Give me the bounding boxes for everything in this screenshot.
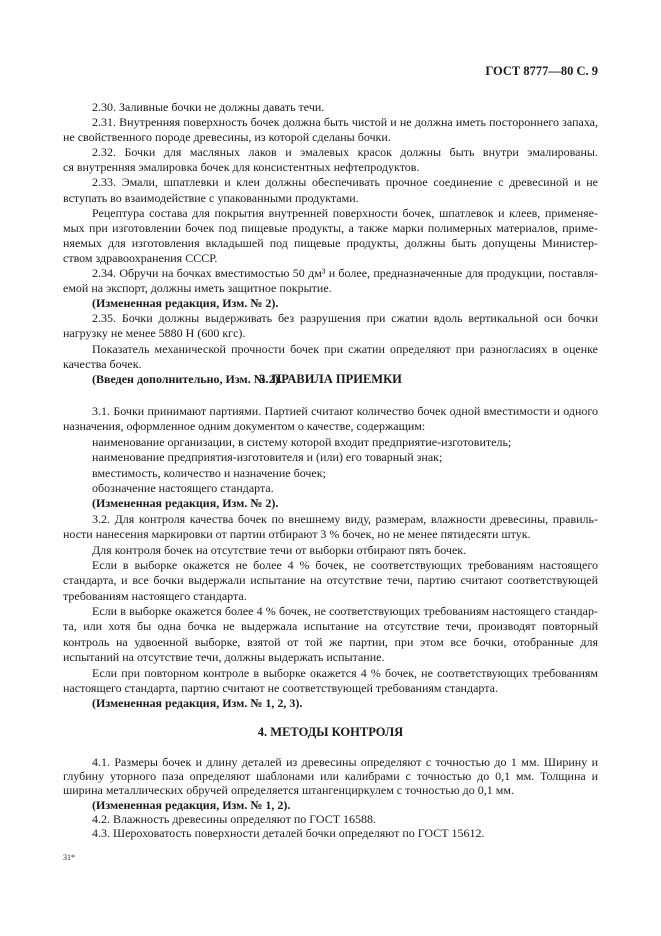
text-line: 4.2. Влажность древесины определяют по ГОСТ 16588. — [92, 811, 377, 826]
text-line: Показатель механической прочности бочек при сжатии определяют при разногласиях в оценке — [92, 341, 598, 356]
text-line: Для контроля бочек на отсутствие течи от выборки отбирают пять бочек. — [92, 542, 467, 557]
paragraph — [63, 175, 598, 205]
section-heading-4: 4. МЕТОДЫ КОНТРОЛЯ — [257, 725, 404, 739]
paragraph — [63, 826, 598, 840]
text-line: обозначение настоящего стандарта. — [92, 480, 274, 495]
paragraph — [63, 450, 598, 465]
text-line: стандарта, и все бочки выдержали испытание на отсутствие течи, партию считают соответствующей — [63, 573, 598, 588]
section-heading-3: 3. ПРАВИЛА ПРИЕМКИ — [259, 372, 402, 386]
text-line: (Измененная редакция, Изм. № 2). — [92, 496, 279, 511]
running-header: ГОСТ 8777—80 С. 9 — [485, 64, 598, 78]
text-line: 4.1. Размеры бочек и длину деталей из древесины определяют с точностью до 1 мм. Ширину и — [92, 755, 598, 769]
text-line: настоящего стандарта, партию считают не соответствующей требованиям стандарта. — [63, 681, 498, 696]
text-line: назначения, оформленное одним документом о качестве, содержащим: — [63, 419, 426, 434]
text-line: 4.3. Шероховатость поверхности деталей бочки определяют по ГОСТ 15612. — [92, 825, 485, 840]
text-line: та, или хотя бы одна бочка не выдержала испытание на отсутствие течи, производят повторный — [63, 619, 598, 634]
text-line: няемых для изготовления вкладышей под пищевые продукты, должны быть допущены Министер- — [63, 235, 598, 250]
paragraph — [63, 311, 598, 341]
text-line: 2.34. Обручи на бочках вместимостью 50 дм³ и более, предназначенные для продукции, поставля- — [92, 266, 598, 281]
paragraph — [63, 481, 598, 496]
text-line: Если при повторном контроле в выборке окажется 4 % бочек, не соответствующих требованиям — [92, 665, 598, 680]
text-line: вместимость, количество и назначение бочек; — [92, 465, 326, 480]
text-line: 2.33. Эмали, шпатлевки и клеи должны обеспечивать прочное соединение с древесиной и не — [92, 175, 598, 190]
paragraph — [63, 543, 598, 558]
amendment-note — [63, 296, 598, 311]
text-line: 2.30. Заливные бочки не должны давать течи. — [92, 100, 325, 114]
text-line: (Измененная редакция, Изм. № 2). — [92, 296, 279, 311]
text-line: емой на экспорт, должны иметь защитное покрытие. — [63, 281, 332, 296]
paragraph — [63, 666, 598, 697]
paragraph — [63, 512, 598, 543]
text-line: качества бочек. — [63, 356, 142, 371]
text-line: ся внутренняя эмалировка бочек для консистентных нефтепродуктов. — [63, 160, 420, 175]
text-line: (Измененная редакция, Изм. № 1, 2, 3). — [92, 696, 303, 711]
page-footnote-mark: 31* — [63, 853, 75, 862]
paragraph — [63, 206, 598, 266]
paragraph — [63, 145, 598, 175]
paragraph — [63, 266, 598, 296]
text-line: испытаний на отсутствие течи, должны выдержать испытание. — [63, 650, 385, 665]
text-line: 2.35. Бочки должны выдерживать без разрушения при сжатии вдоль вертикальной оси бочки — [92, 311, 598, 326]
text-line: 2.32. Бочки для масляных лаков и эмалевых красок должны быть внутри эмалированы. — [92, 145, 598, 160]
paragraph — [63, 755, 598, 798]
paragraph — [63, 604, 598, 666]
text-line: наименование организации, в систему которой входит предприятие-изготовитель; — [92, 434, 512, 449]
text-line: 2.31. Внутренняя поверхность бочек должна быть чистой и не должна иметь постороннего запаха, — [92, 115, 598, 130]
text-line: наименование предприятия-изготовителя и (или) его товарный знак; — [92, 450, 443, 465]
section-3-text — [63, 404, 598, 712]
paragraph — [63, 342, 598, 372]
text-line: ством здравоохранения СССР. — [63, 250, 218, 265]
amendment-note — [63, 798, 598, 812]
paragraph — [63, 100, 598, 115]
paragraph — [63, 466, 598, 481]
text-line: (Введен дополнительно, Изм. № 2). — [92, 371, 282, 386]
text-line: требованиям настоящего стандарта. — [63, 588, 247, 603]
text-line: (Измененная редакция, Изм. № 1, 2). — [92, 797, 291, 812]
text-line: Если в выборке окажется не более 4 % бочек, не соответствующих требованиям настоящего — [92, 557, 598, 572]
section-2-text — [63, 100, 598, 387]
amendment-note — [63, 496, 598, 511]
paragraph — [63, 115, 598, 145]
amendment-note — [63, 696, 598, 711]
paragraph — [63, 812, 598, 826]
text-line: 3.1. Бочки принимают партиями. Партией считают количество бочек одной вместимости и одного — [92, 404, 598, 418]
text-line: ности нанесения маркировки от партии отбирают 3 % бочек, но не менее пятидесяти штук. — [63, 527, 531, 542]
text-line: глубину уторного паза определяют шаблонами или калибрами с точностью до 0,1 мм. Толщина и — [63, 769, 598, 784]
text-line: не свойственного породе древесины, из которой сделаны бочки. — [63, 130, 391, 145]
text-line: нагрузку не менее 5880 Н (600 кгс). — [63, 326, 246, 341]
text-line: 3.2. Для контроля качества бочек по внешнему виду, размерам, влажности древесины, правиль- — [92, 511, 598, 526]
text-line: вступать во взаимодействие с упакованными продуктами. — [63, 190, 359, 205]
paragraph — [63, 558, 598, 604]
text-line: ширина металлических обручей определяется штангенциркулем с точностью до 0,1 мм. — [63, 783, 514, 798]
text-line: Рецептура состава для покрытия внутренней поверхности бочек, шпатлевок и клеев, применяе- — [92, 205, 598, 220]
text-line: Если в выборке окажется более 4 % бочек, не соответствующих требованиям настоящего стандар- — [92, 604, 598, 619]
text-line: контроль на удвоенной выборке, взятой от той же партии, при этом все бочки, отобранные для — [63, 634, 598, 649]
section-4-text — [63, 755, 598, 840]
paragraph — [63, 404, 598, 435]
paragraph — [63, 435, 598, 450]
text-line: мых при изготовлении бочек под пищевые продукты, а также марки полимерных материалов, приме- — [63, 220, 598, 235]
